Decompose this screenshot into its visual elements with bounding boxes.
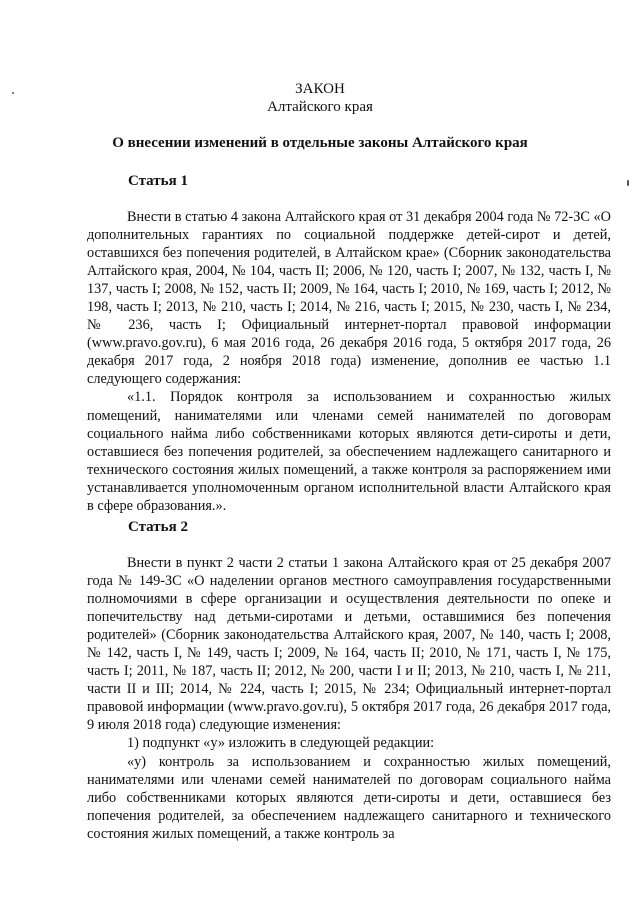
- document-title: О внесении изменений в отдельные законы Алтайского края: [112, 135, 528, 151]
- article-2-heading: Статья 2: [128, 519, 188, 535]
- article-2-text: [87, 554, 611, 843]
- article-2-paragraph-2: 1) подпункт «у» изложить в следующей редакции:: [127, 735, 435, 752]
- article-1-heading: Статья 1: [128, 173, 188, 189]
- article-1-paragraph-2: «1.1. Порядок контроля за использованием и сохранностью жилых помещений, нанимателями или членами семей нанимателей по договорам социального найма либо собственниками которых являются дети-сироты и дети, оставшиеся без попечения родителей, за обеспечением надлежащего санитарного и технического состояния жилых помещений, а также контроля за распоряжением ими устанавливается уполномоченным органом исполнительной власти Алтайского края в сфере образования.».: [87, 389, 611, 514]
- article-1-text: [87, 208, 611, 515]
- law-label: ЗАКОН: [295, 81, 345, 97]
- article-1-paragraph-1: Внести в статью 4 закона Алтайского края от 31 декабря 2004 года № 72-ЗС «О дополнительных гарантиях по социальной поддержке детей-сирот и детей, оставшихся без попечения родителей, в Алтайском крае» (Сборник законодательства Алтайского края, 2004, № 104, часть II; 2006, № 120, часть I; 2007, № 132, часть I, № 137, часть I; 2008, № 152, часть II; 2009, № 164, часть I; 2010, № 169, часть I; 2012, № 198, часть I; 2013, № 210, часть I; 2014, № 216, часть I; 2015, № 230, часть I, № 234, № 236, часть I; Официальный интернет-портал правовой информации (www.pravo.gov.ru), 6 мая 2016 года, 26 декабря 2016 года, 5 октября 2017 года, 26 декабря 2017 года, 2 ноября 2018 года) изменение, дополнив ее частью 1.1 следующего содержания:: [87, 209, 611, 388]
- article-2-paragraph-3: «у) контроль за использованием и сохранностью жилых помещений, нанимателями или членами семей нанимателей по договорам социального найма либо собственниками которых являются дети-сироты и дети, оставшиеся без попечения родителей, за обеспечением надлежащего санитарного и технического состояния жилых помещений, а также контроль за: [87, 753, 611, 842]
- article-2-paragraph-1: Внести в пункт 2 части 2 статьи 1 закона Алтайского края от 25 декабря 2007 года № 149-ЗС «О наделении органов местного самоуправления государственными полномочиями в сфере организации и осуществления деятельности по опеке и попечительству над детьми-сиротами и детьми, оставшимися без попечения родителей» (Сборник законодательства Алтайского края, 2007, № 140, часть I; 2008, № 142, часть I, № 149, часть I; 2009, № 164, часть II; 2010, № 171, часть I, № 175, часть I; 2011, № 187, часть II; 2012, № 200, части I и II; 2013, № 210, часть I, № 211, части II и III; 2014, № 224, часть I; 2015, № 234; Официальный интернет-портал правовой информации (www.pravo.gov.ru), 5 октября 2017 года, 26 декабря 2017 года, 9 июля 2018 года) следующие изменения:: [87, 555, 611, 734]
- region-label: Алтайского края: [267, 99, 373, 115]
- scan-speck: [627, 180, 629, 186]
